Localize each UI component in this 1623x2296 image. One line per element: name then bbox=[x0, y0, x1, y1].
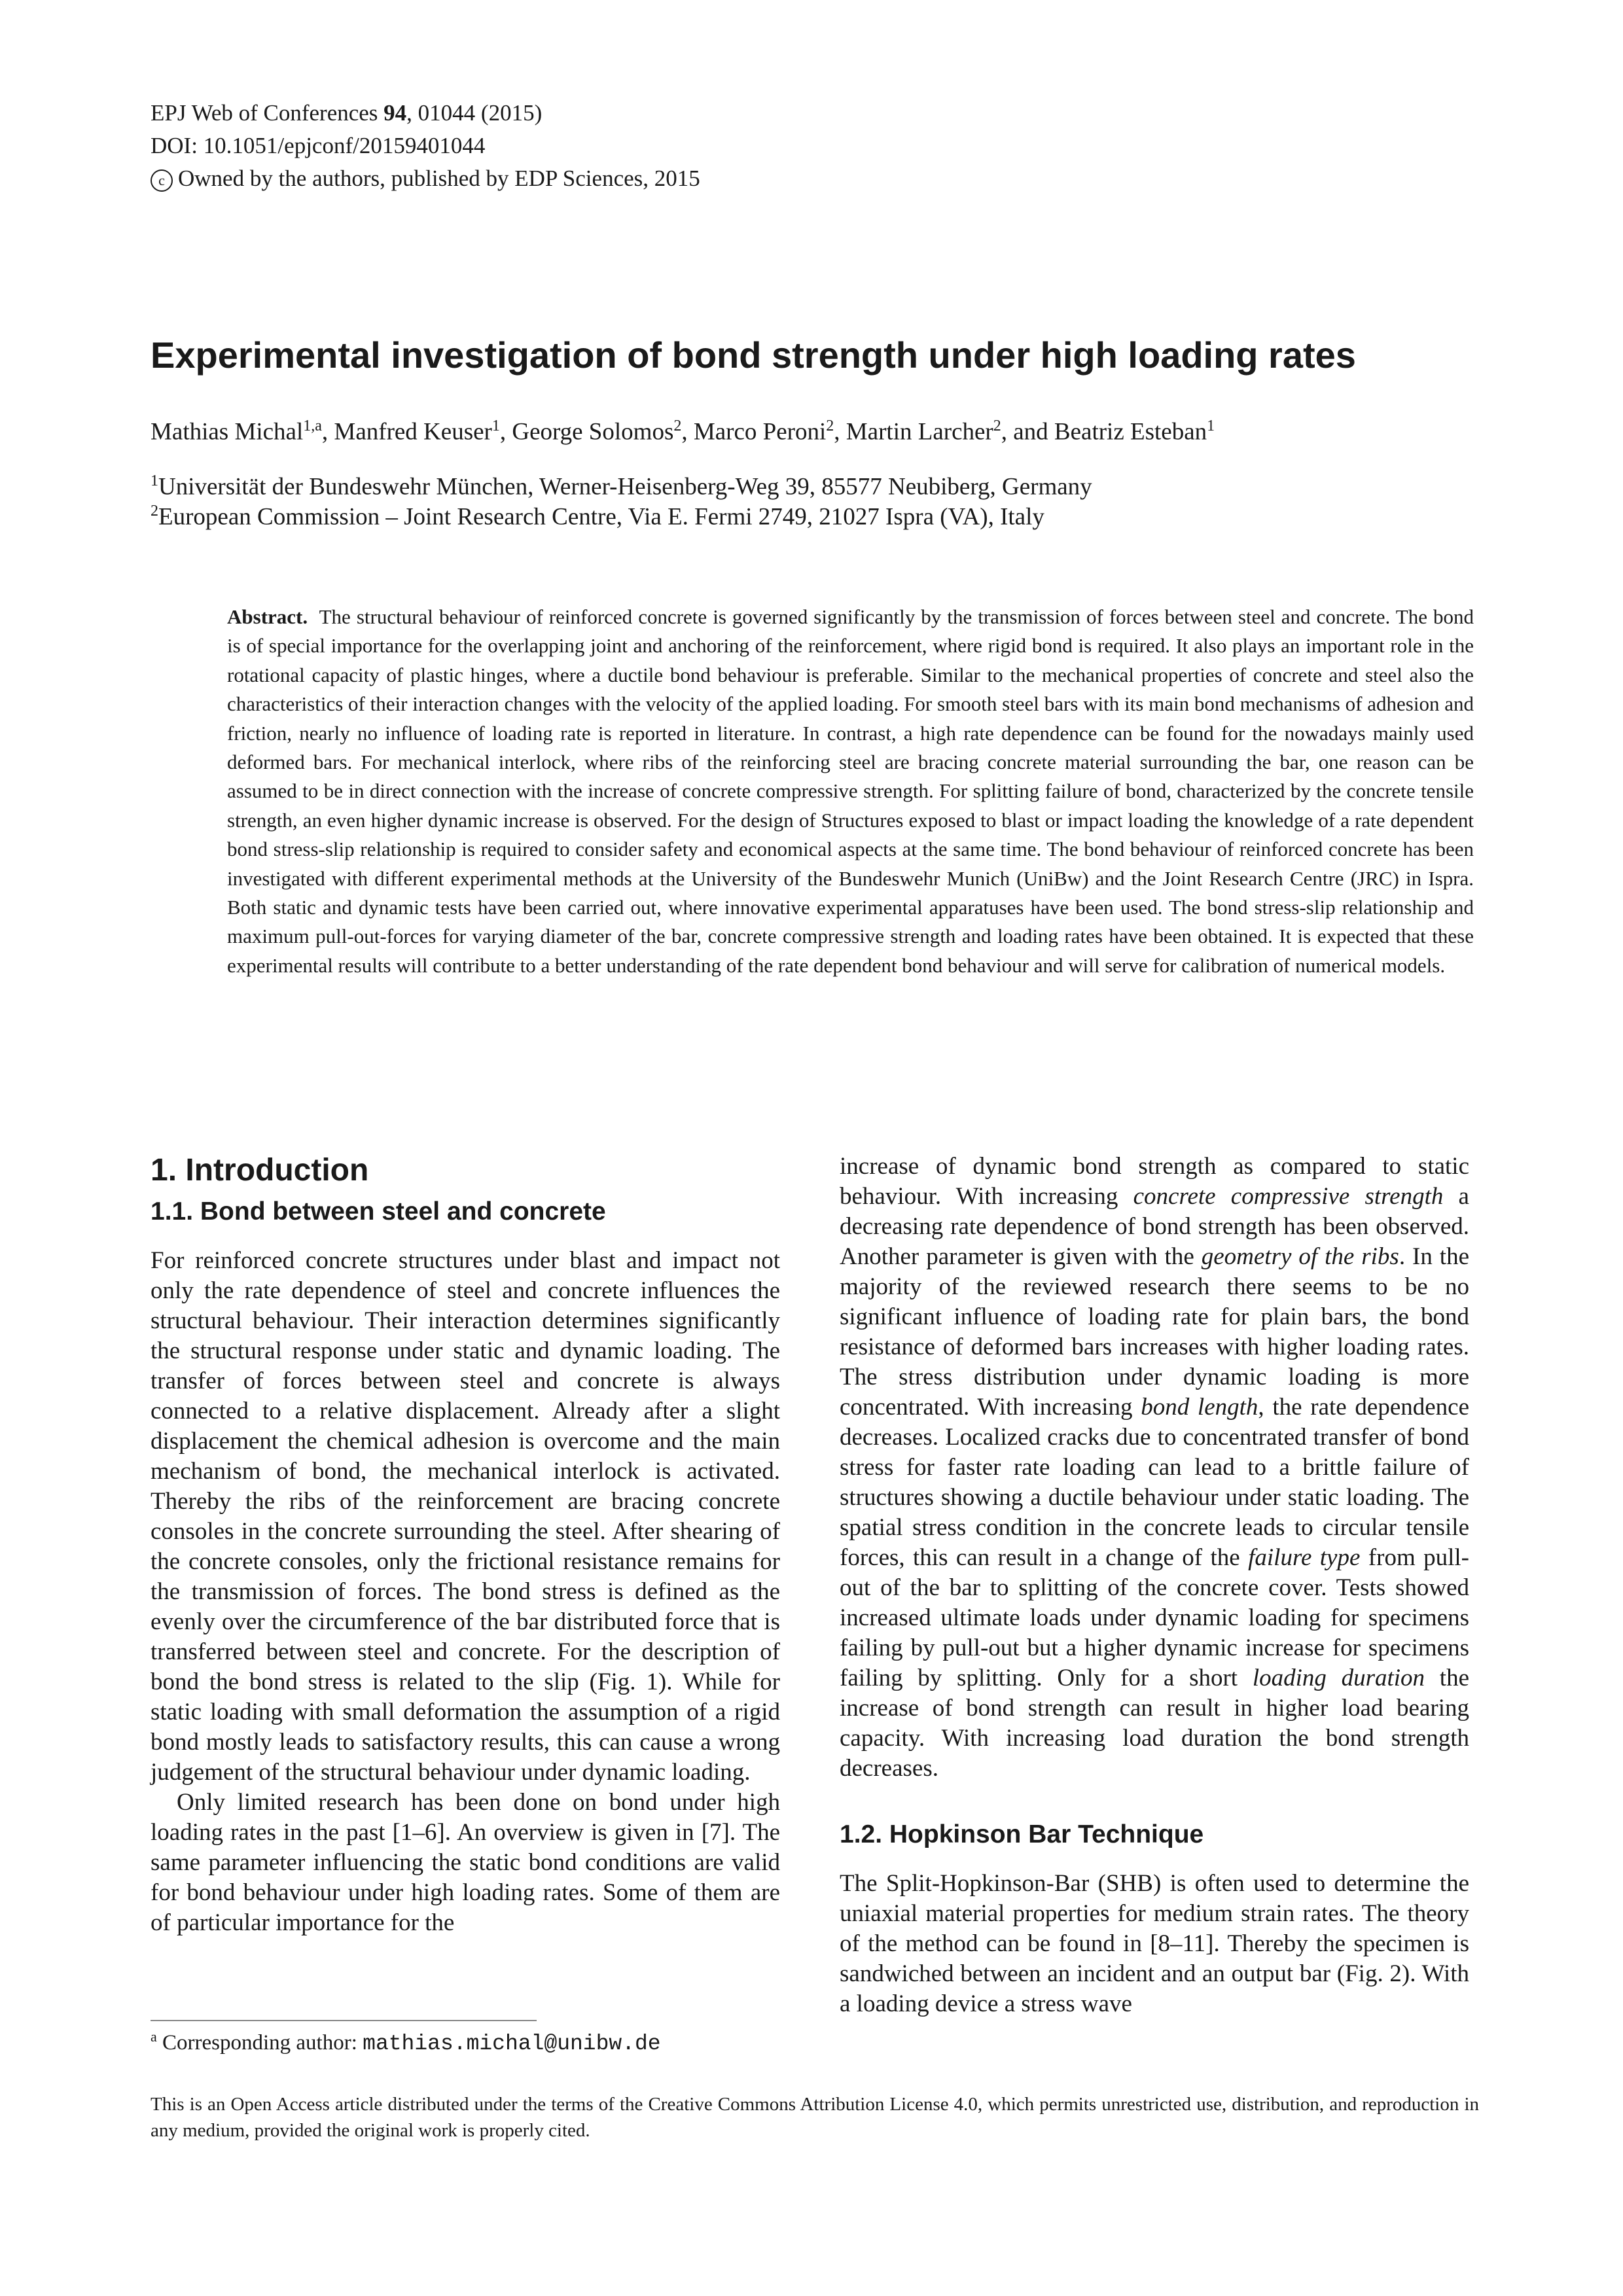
journal-volume: 94 bbox=[383, 100, 407, 126]
copyright-line: c Owned by the authors, published by EDP Sciences, 2015 bbox=[151, 162, 700, 195]
affiliation-1: $^1$Universität der Bundeswehr München, Werner-Heisenberg-Weg 39, 85577 Neubiberg, Germany bbox=[151, 472, 1092, 501]
affiliation-2: $^2$European Commission – Joint Research Centre, Via E. Fermi 2749, 21027 Ispra (VA), Italy bbox=[151, 503, 1044, 531]
journal-header bbox=[151, 97, 700, 195]
footnote: $^a$ Corresponding author: mathias.michal@unibw.de bbox=[151, 2028, 661, 2056]
footnote-divider bbox=[151, 2020, 537, 2021]
abstract-text: The structural behaviour of reinforced concrete is governed significantly by the transmission of forces between steel and concrete. The bond is of special importance for the overlapping joint and anchoring of the reinforcement, where rigid bond is required. It also plays an important role in the rotational capacity of plastic hinges, where a ductile bond behaviour is preferable. Similar to the mechanical properties of concrete and steel also the characteristics of their interaction changes with the velocity of the applied loading. For smooth steel bars with its main bond mechanisms of adhesion and friction, nearly no influence of loading rate is reported in literature. In contrast, a high rate dependence can be found for the nowadays mainly used deformed bars. For mechanical interlock, where ribs of the reinforcing steel are bracing concrete material surrounding the bar, one reason can be assumed to be in direct connection with the increase of concrete compressive strength. For splitting failure of bond, characterized by the concrete tensile strength, an even higher dynamic increase is observed. For the design of Structures exposed to blast or impact loading the knowledge of a rate dependent bond stress-slip relationship is required to consider safety and economical aspects at the same time. The bond behaviour of reinforced concrete has been investigated with different experimental methods at the University of the Bundeswehr Munich (UniBw) and the Joint Research Centre (JRC) in Ispra. Both static and dynamic tests have been carried out, where innovative experimental apparatuses have been used. The bond stress-slip relationship and maximum pull-out-forces for varying diameter of the bar, concrete compressive strength and loading rates have been obtained. It is expected that these experimental results will contribute to a better understanding of the rate dependent bond behaviour and will serve for calibration of numerical models. bbox=[227, 605, 1474, 977]
left-column bbox=[151, 1152, 780, 1938]
doi-line: DOI: 10.1051/epjconf/20159401044 bbox=[151, 133, 486, 158]
abstract bbox=[227, 603, 1474, 980]
license-notice: This is an Open Access article distributed under the terms of the Creative Commons Attribution License 4.0, which permits unrestricted use, distribution, and reproduction in any medium, provided the original work is properly cited. bbox=[151, 2094, 1479, 2141]
paragraph: For reinforced concrete structures under blast and impact not only the rate dependence of steel and concrete influences the structural behaviour. Their interaction determines significantly the structural response under static and dynamic loading. The transfer of forces between steel and concrete is always connected to a relative displacement. Already after a slight displacement the chemical adhesion is overcome and the main mechanism of bond, the mechanical interlock is activated. Thereby the ribs of the reinforcement are bracing concrete consoles in the concrete surrounding the steel. After shearing of the concrete consoles, only the frictional resistance remains for the transmission of forces. The bond stress is defined as the evenly over the circumference of the bar distributed force that is transferred between steel and concrete. For the description of bond the bond stress is related to the slip (Fig. 1). While for static loading with small deformation the assumption of a rigid bond mostly leads to satisfactory results, this can cause a wrong judgement of the structural behaviour under dynamic loading. bbox=[151, 1247, 780, 1786]
subsection-heading-hopkinson: 1.2. Hopkinson Bar Technique bbox=[840, 1820, 1204, 1848]
author-list: Mathias Michal$^{1,a}$, Manfred Keuser$^1$, George Solomos$^2$, Marco Peroni$^2$, Martin Larcher$^2$, and Beatriz Esteban$^1$ bbox=[151, 417, 1215, 446]
right-column bbox=[840, 1152, 1469, 2019]
paragraph: Only limited research has been done on bond under high loading rates in the past [1–6]. An overview is given in [7]. The same parameter influencing the static bond conditions are valid for bond behaviour under high loading rates. Some of them are of particular importance for the bbox=[151, 1789, 780, 1936]
author-email: mathias.michal@unibw.de bbox=[363, 2032, 661, 2056]
journal-citation: EPJ Web of Conferences 94, 01044 (2015) bbox=[151, 100, 543, 126]
copyright-icon: c bbox=[151, 169, 173, 192]
abstract-label: Abstract. bbox=[227, 605, 308, 628]
paragraph: increase of dynamic bond strength as compared to static behaviour. With increasing concrete compressive strength a decreasing rate dependence of bond strength has been observed. Another parameter is given with the geometry of the ribs. In the majority of the reviewed research there seems to be no significant influence of loading rate for plain bars, the bond resistance of deformed bars increases with higher loading rates. The stress distribution under dynamic loading is more concentrated. With increasing bond length, the rate dependence decreases. Localized cracks due to concentrated transfer of bond stress for faster rate loading can lead to a brittle failure of structures showing a ductile behaviour under static loading. The spatial stress condition in the concrete leads to circular tensile forces, this can result in a change of the failure type from pull-out of the bar to splitting of the concrete cover. Tests showed increased ultimate loads under dynamic loading for specimens failing by pull-out but a higher dynamic increase for specimens failing by splitting. Only for a short loading duration the increase of bond strength can result in higher load bearing capacity. With increasing load duration the bond strength decreases. bbox=[840, 1153, 1470, 1782]
subsection-heading-bond: 1.1. Bond between steel and concrete bbox=[151, 1197, 606, 1226]
paper-title: Experimental investigation of bond strength under high loading rates bbox=[151, 334, 1356, 376]
section-heading-introduction: 1. Introduction bbox=[151, 1153, 369, 1188]
paragraph: The Split-Hopkinson-Bar (SHB) is often used to determine the uniaxial material properties for medium strain rates. The theory of the method can be found in [8–11]. Thereby the specimen is sandwiched between an incident and an output bar (Fig. 2). With a loading device a stress wave bbox=[840, 1870, 1469, 2017]
